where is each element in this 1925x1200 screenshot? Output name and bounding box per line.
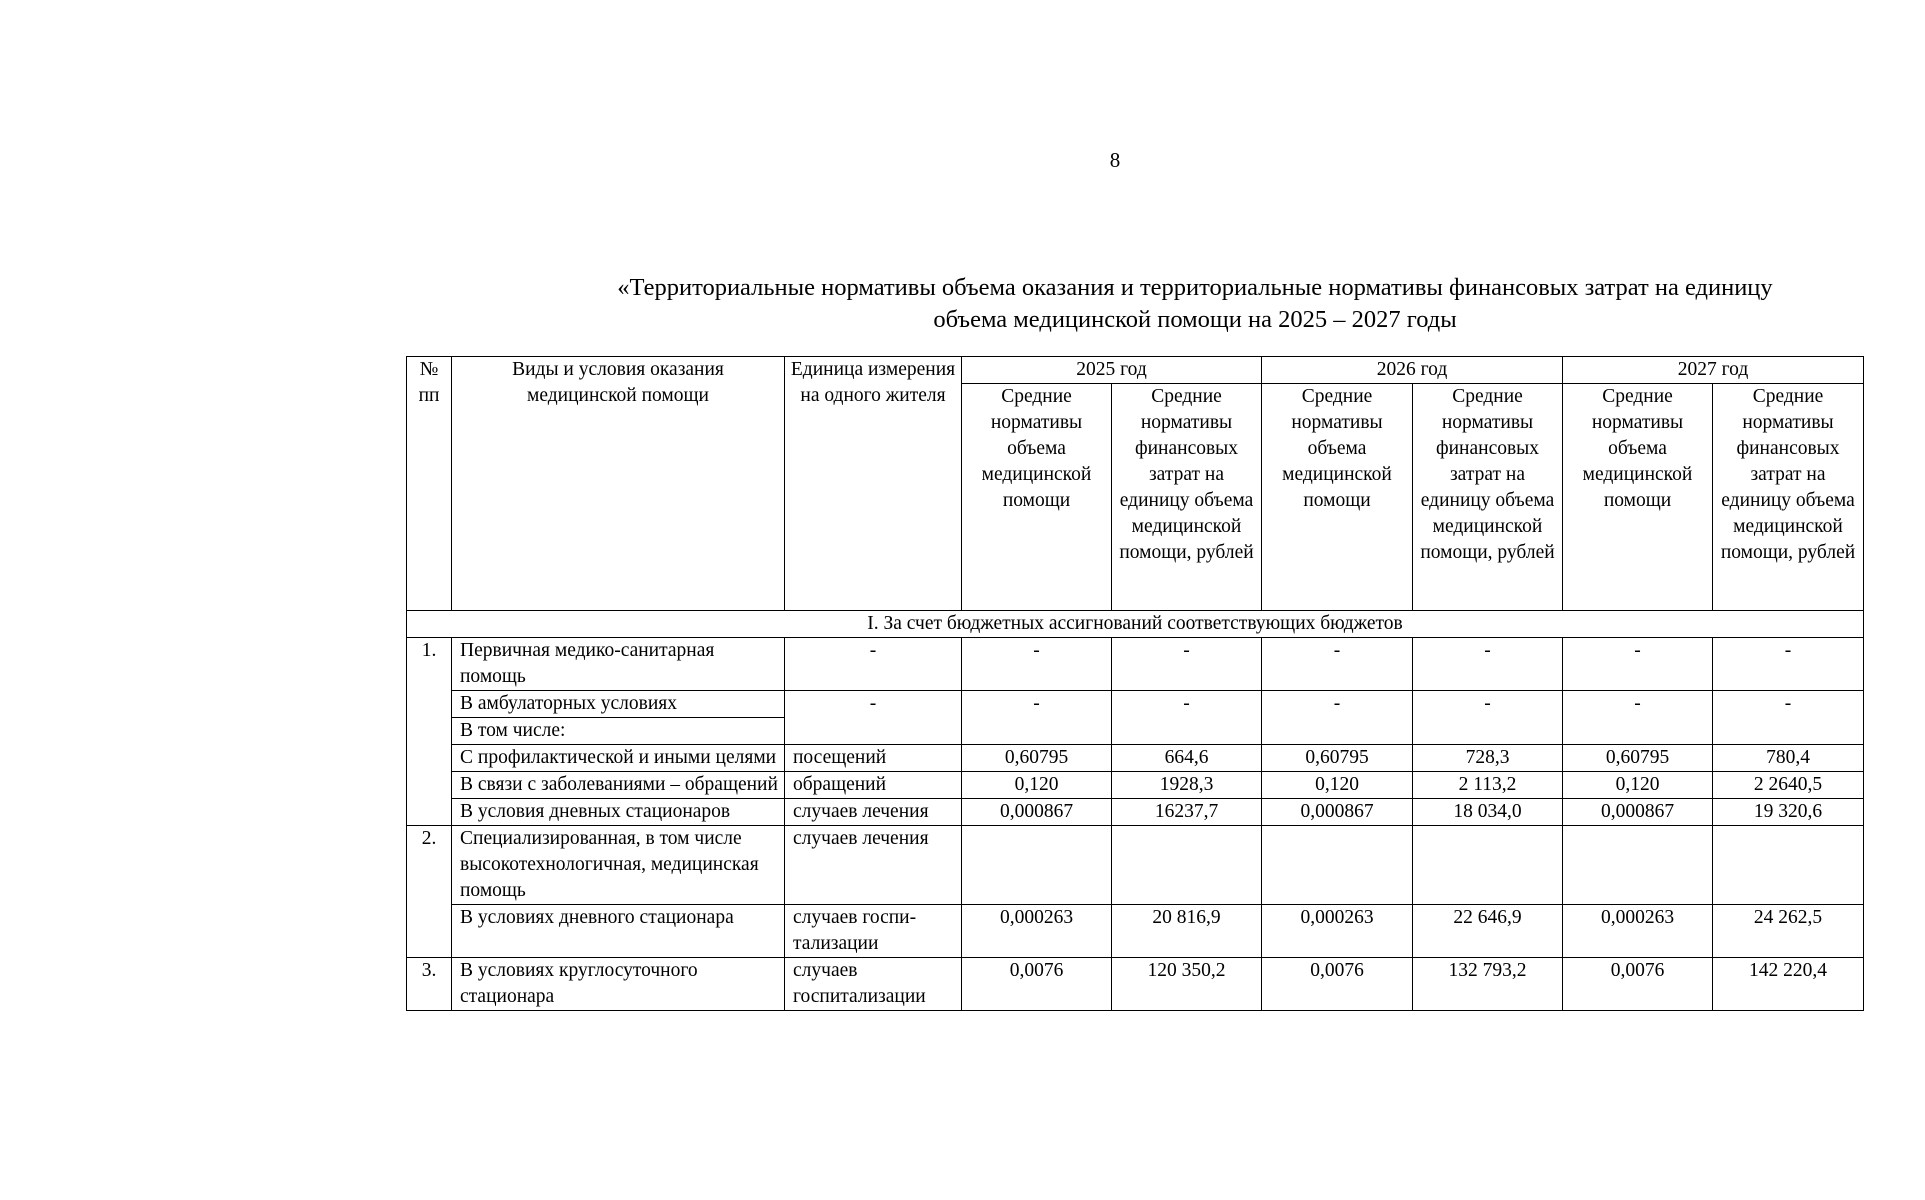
row-volume-2027: 0,60795 [1563,745,1713,772]
header-year-2026: 2026 год [1262,357,1563,384]
row-cost-2026: - [1413,691,1563,745]
row-unit: случаев лечения [785,826,962,905]
title-line-2: объема медицинской помощи на 2025 – 2027 годы [933,306,1457,333]
row-cost-2027: 780,4 [1713,745,1864,772]
row-volume-2025 [962,826,1112,905]
row-number: 1. [407,638,452,826]
row-volume-2027: - [1563,691,1713,745]
row-volume-2027: 0,000867 [1563,799,1713,826]
row-cost-2025: 120 350,2 [1112,958,1262,1011]
row-volume-2025: 0,000263 [962,905,1112,958]
row-cost-2025: 16237,7 [1112,799,1262,826]
row-cost-2026: 728,3 [1413,745,1563,772]
row-type: В условиях дневного стационара [452,905,785,958]
row-volume-2026: - [1262,691,1413,745]
row-volume-2026: - [1262,638,1413,691]
norms-table [406,356,1864,1011]
table-row [407,638,1864,691]
row-volume-2025: 0,000867 [962,799,1112,826]
row-unit: обращений [785,772,962,799]
row-cost-2027: 2 2640,5 [1713,772,1864,799]
row-unit: случаев госпитализации [785,958,962,1011]
header-num: № пп [407,357,452,611]
row-volume-2025: - [962,691,1112,745]
row-number: 3. [407,958,452,1011]
header-cost-2026: Средние нормативы финансовых затрат на единицу объема медицинской помощи, рублей [1413,384,1563,611]
row-type: Первичная медико-санитарная помощь [452,638,785,691]
row-cost-2027: 142 220,4 [1713,958,1864,1011]
row-volume-2025: 0,120 [962,772,1112,799]
row-cost-2025: - [1112,638,1262,691]
row-type: Специализированная, в том числе высокотехнологичная, медицинская помощь [452,826,785,905]
row-cost-2027 [1713,826,1864,905]
header-volume-2025: Средние нормативы объема медицинской помощи [962,384,1112,611]
header-type: Виды и условия оказания медицинской помощи [452,357,785,611]
row-cost-2026: 22 646,9 [1413,905,1563,958]
table-row [407,958,1864,1011]
section-header: I. За счет бюджетных ассигнований соответствующих бюджетов [407,611,1864,638]
row-cost-2026: 132 793,2 [1413,958,1563,1011]
row-volume-2026: 0,120 [1262,772,1413,799]
header-volume-2026: Средние нормативы объема медицинской помощи [1262,384,1413,611]
row-unit: случаев госпи-тализации [785,905,962,958]
table-row [407,799,1864,826]
row-cost-2027: 24 262,5 [1713,905,1864,958]
row-cost-2026 [1413,826,1563,905]
row-volume-2027: 0,000263 [1563,905,1713,958]
row-volume-2027: 0,120 [1563,772,1713,799]
row-cost-2026: - [1413,638,1563,691]
row-type: В том числе: [452,718,785,745]
row-unit: посещений [785,745,962,772]
table-row [407,905,1864,958]
row-cost-2025 [1112,826,1262,905]
header-year-2027: 2027 год [1563,357,1864,384]
row-volume-2026 [1262,826,1413,905]
row-cost-2025: 20 816,9 [1112,905,1262,958]
row-cost-2025: - [1112,691,1262,745]
row-cost-2025: 1928,3 [1112,772,1262,799]
row-unit: случаев лечения [785,799,962,826]
row-unit: - [785,638,962,691]
row-type: В связи с заболеваниями – обращений [452,772,785,799]
header-year-2025: 2025 год [962,357,1262,384]
table-row [407,826,1864,905]
row-cost-2026: 18 034,0 [1413,799,1563,826]
title-line-1: «Территориальные нормативы объема оказания и территориальные нормативы финансовых затрат на единицу [617,274,1773,301]
row-volume-2026: 0,0076 [1262,958,1413,1011]
row-volume-2025: - [962,638,1112,691]
row-cost-2025: 664,6 [1112,745,1262,772]
row-volume-2025: 0,0076 [962,958,1112,1011]
row-unit: - [785,691,962,745]
header-cost-2025: Средние нормативы финансовых затрат на единицу объема медицинской помощи, рублей [1112,384,1262,611]
row-type: В условия дневных стационаров [452,799,785,826]
header-cost-2027: Средние нормативы финансовых затрат на единицу объема медицинской помощи, рублей [1713,384,1864,611]
table-row [407,745,1864,772]
page-number: 8 [1109,148,1121,172]
row-volume-2025: 0,60795 [962,745,1112,772]
row-type: В амбулаторных условиях [452,691,785,718]
row-volume-2027: 0,0076 [1563,958,1713,1011]
row-cost-2027: - [1713,638,1864,691]
row-volume-2026: 0,000867 [1262,799,1413,826]
row-cost-2027: 19 320,6 [1713,799,1864,826]
row-volume-2027: - [1563,638,1713,691]
document-title [545,272,1845,336]
row-type: С профилактической и иными целями [452,745,785,772]
row-volume-2027 [1563,826,1713,905]
row-cost-2026: 2 113,2 [1413,772,1563,799]
row-cost-2027: - [1713,691,1864,745]
row-volume-2026: 0,60795 [1262,745,1413,772]
table-row [407,772,1864,799]
row-type: В условиях круглосуточного стационара [452,958,785,1011]
header-volume-2027: Средние нормативы объема медицинской помощи [1563,384,1713,611]
table-row [407,691,1864,718]
header-unit: Единица измерения на одного жителя [785,357,962,611]
row-volume-2026: 0,000263 [1262,905,1413,958]
row-number: 2. [407,826,452,958]
